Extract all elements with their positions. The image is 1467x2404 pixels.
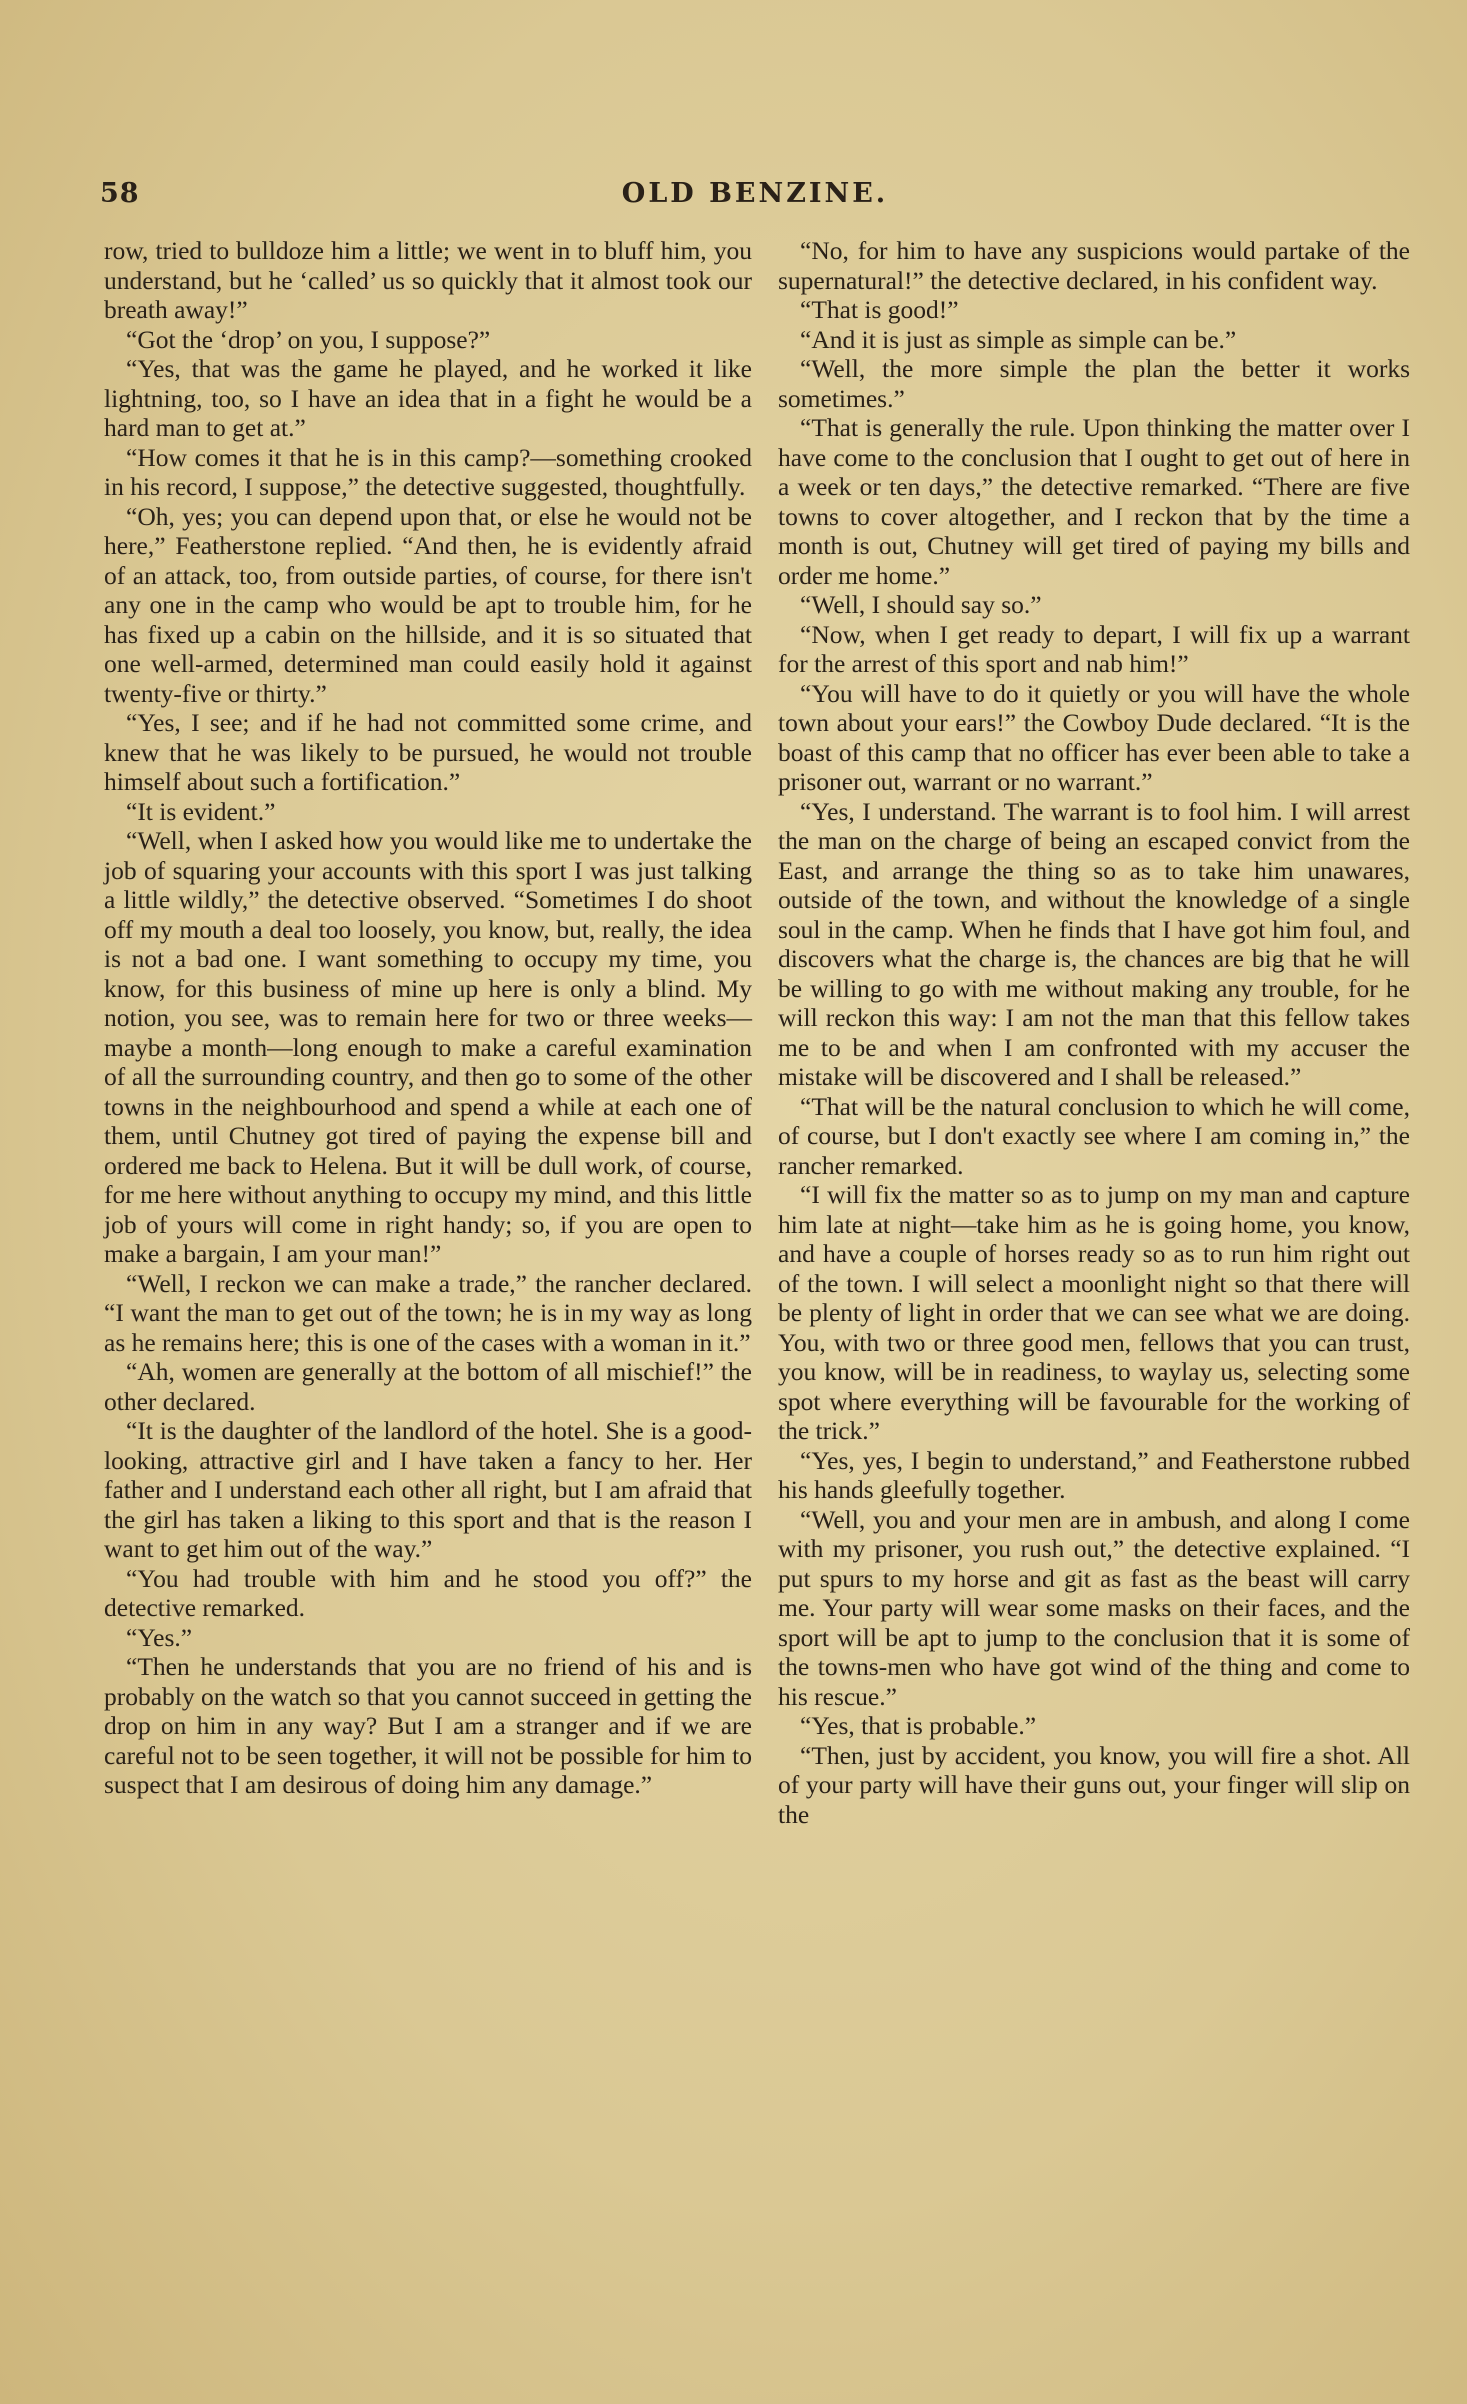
paragraph: “Well, when I asked how you would like me to undertake the job of squaring your accounts with this sport I was just talking a little wildly,” the detective observed. “Sometimes I do shoot off my mouth a deal too loosely, you know, but, really, the idea is not a bad one. I want something to occupy my time, you know, for this business of mine up here is only a blind. My notion, you see, was to remain here for two or three weeks—maybe a month—long enough to make a careful examination of all the surrounding country, and then go to some of the other towns in the neighbourhood and spend a while at each one of them, until Chutney got tired of paying the expense bill and ordered me back to Helena. But it will be dull work, of course, for me here without anything to occupy my mind, and this little job of yours will come in right handy; so, if you are open to make a bargain, I am your man!” bbox=[104, 826, 752, 1268]
paragraph: “Yes, yes, I begin to understand,” and Featherstone rubbed his hands gleefully together. bbox=[778, 1445, 1410, 1504]
page-number: 58 bbox=[100, 178, 140, 209]
paragraph: “It is evident.” bbox=[126, 796, 276, 826]
paragraph: “Well, I should say so.” bbox=[800, 590, 1042, 619]
paragraph: “That is generally the rule. Upon thinking the matter over I have come to the conclusion that I ought to get out of here in a week or ten days,” the detective remarked. “There are five towns to cover altogether, and I reckon that by the time a month is out, Chutney will get tired of paying my bills and order me home.” bbox=[778, 413, 1410, 590]
paragraph: “Well, the more simple the plan the better it works sometimes.” bbox=[778, 354, 1410, 413]
paragraph: “It is the daughter of the landlord of the hotel. She is a good-looking, attractive girl and I have taken a fancy to her. Her father and I understand each other all right, but I am afraid that the girl has taken a liking to this sport and that is the reason I want to get him out of the way.” bbox=[104, 1416, 752, 1563]
paragraph: “I will fix the matter so as to jump on my man and capture him late at night—take him as he is going home, you know, and have a couple of horses ready so as to run him right out of the town. I will select a moonlight night so that there will be plenty of light in order that we can see what we are doing. You, with two or three good men, fellows that you can trust, you know, will be in readiness, to waylay us, selecting some spot where everything will be favourable for the working of the trick.” bbox=[778, 1180, 1410, 1445]
running-title: OLD BENZINE. bbox=[621, 178, 889, 209]
paragraph: “That will be the natural conclusion to which he will come, of course, but I don't exactly see where I am coming in,” the rancher remarked. bbox=[778, 1091, 1410, 1180]
paragraph: “Oh, yes; you can depend upon that, or else he would not be here,” Featherstone replied. “And then, he is evidently afraid of an attack, too, from outside parties, of course, for there isn't any one in the camp who would be apt to trouble him, for he has fixed up a cabin on the hillside, and it is so situated that one well-armed, determined man could easily hold it against twenty-five or thirty.” bbox=[104, 501, 752, 708]
paragraph: “You will have to do it quietly or you will have the whole town about your ears!” the Cowboy Dude declared. “It is the boast of this camp that no officer has ever been able to take a prisoner out, warrant or no warrant.” bbox=[778, 678, 1410, 796]
paragraph: “Yes, I see; and if he had not committed some crime, and knew that he was likely to be pursued, he would not trouble himself about such a fortification.” bbox=[104, 708, 752, 796]
paragraph: “Yes, that is probable.” bbox=[800, 1711, 1037, 1740]
right-column bbox=[778, 236, 1410, 1829]
paragraph: “How comes it that he is in this camp?—something crooked in his record, I suppose,” the detective suggested, thoughtfully. bbox=[104, 442, 752, 501]
paragraph: “And it is just as simple as simple can be.” bbox=[800, 324, 1237, 354]
paragraph: “Then, just by accident, you know, you will fire a shot. All of your party will have their guns out, your finger will slip on the bbox=[778, 1740, 1410, 1829]
paragraph: row, tried to bulldoze him a little; we went in to bluff him, you understand, but he ‘called’ us so quickly that it almost took our breath away!” bbox=[104, 236, 752, 324]
paragraph: “No, for him to have any suspicions would partake of the supernatural!” the detective declared, in his confident way. bbox=[778, 236, 1410, 295]
paragraph: “That is good!” bbox=[800, 295, 959, 324]
paragraph: “Got the ‘drop’ on you, I suppose?” bbox=[126, 324, 491, 354]
paragraph: “You had trouble with him and he stood you off?” the detective remarked. bbox=[104, 1563, 752, 1622]
paragraph: “Then he understands that you are no friend of his and is probably on the watch so that you cannot succeed in getting the drop on him in any way? But I am a stranger and if we are careful not to be seen together, it will not be possible for him to suspect that I am desirous of doing him any damage.” bbox=[104, 1652, 752, 1799]
paragraph: “Now, when I get ready to depart, I will fix up a warrant for the arrest of this sport and nab him!” bbox=[778, 619, 1410, 678]
left-column bbox=[104, 236, 752, 1800]
paragraph: “Yes, I understand. The warrant is to fool him. I will arrest the man on the charge of being an escaped convict from the East, and arrange the thing so as to take him unawares, outside of the town, and without the knowledge of a single soul in the camp. When he finds that I have got him foul, and discovers what the charge is, the chances are big that he will be willing to go with me without making any trouble, for he will reckon this way: I am not the man that this fellow takes me to be and when I am confronted with my accuser the mistake will be discovered and I shall be released.” bbox=[778, 796, 1410, 1091]
paragraph: “Yes.” bbox=[126, 1622, 193, 1652]
paragraph: “Well, you and your men are in ambush, and along I come with my prisoner, you rush out,” the detective explained. “I put spurs to my horse and git as fast as the beast will carry me. Your party will wear some masks on their faces, and the sport will be apt to jump to the conclusion that it is some of the towns-men who have got wind of the thing and come to his rescue.” bbox=[778, 1504, 1410, 1711]
paragraph: “Yes, that was the game he played, and he worked it like lightning, too, so I have an idea that in a fight he would be a hard man to get at.” bbox=[104, 354, 752, 442]
paragraph: “Ah, women are generally at the bottom of all mischief!” the other declared. bbox=[104, 1357, 752, 1416]
page-header bbox=[100, 178, 1410, 218]
paragraph: “Well, I reckon we can make a trade,” the rancher declared. “I want the man to get out of the town; he is in my way as long as he remains here; this is one of the cases with a woman in it.” bbox=[104, 1268, 752, 1357]
